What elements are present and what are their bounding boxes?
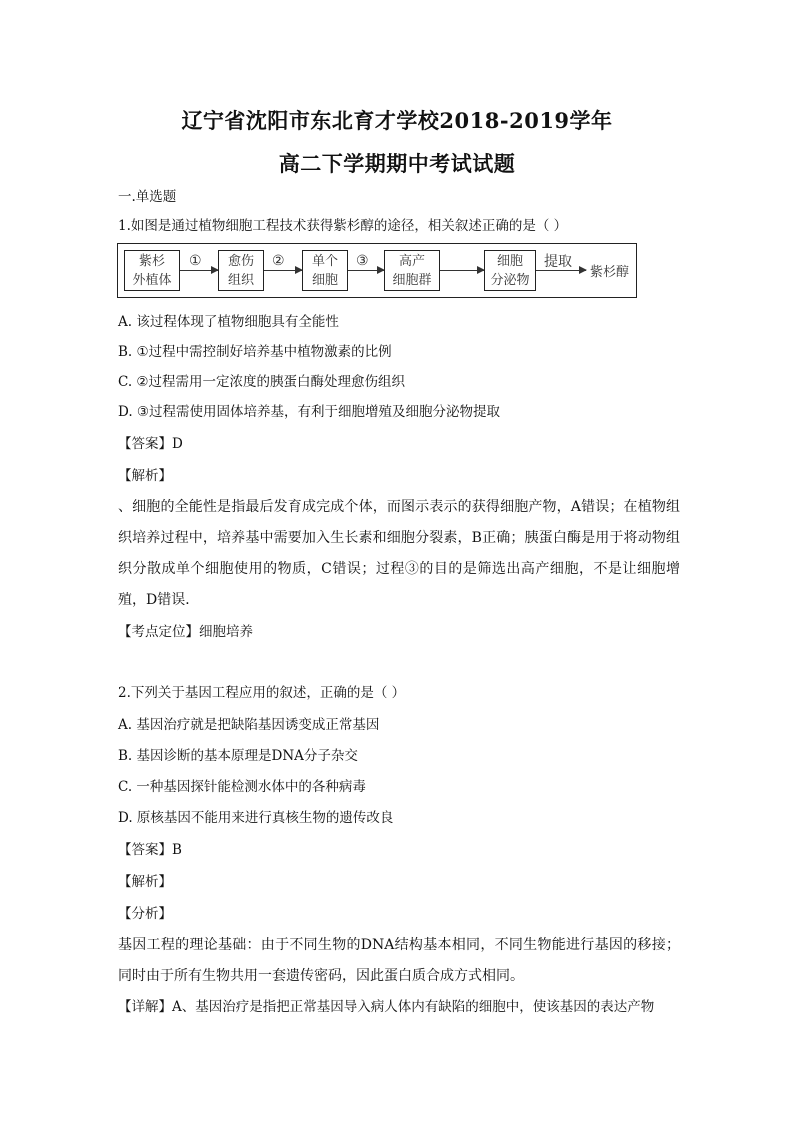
q2-option-d: D. 原核基因不能用来进行真核生物的遗传改良 xyxy=(118,810,394,826)
q2-answer: 【答案】B xyxy=(118,842,182,858)
flow-box-label: 高产 xyxy=(398,254,425,269)
q1-analysis-text: 、细胞的全能性是指最后发育成完成个体，而图示表示的获得细胞产物，A错误；在植物组织培养过程中，培养基中需要加入生长素和细胞分裂素，B正确；胰蛋白酶是用于将动物组织分散成单个细胞使用的物质，C错误；过程③的目的是筛选出高产细胞，不是让细胞增殖，D错误． xyxy=(118,499,680,608)
flow-step-1-label: ① xyxy=(189,253,202,269)
flow-arrow-icon xyxy=(440,270,484,271)
q1-analysis-label: 【解析】 xyxy=(118,468,172,484)
question-1-stem: 1.如图是通过植物细胞工程技术获得紫杉醇的途径，相关叙述正确的是（ ） xyxy=(118,218,568,234)
paclitaxel-flow-diagram xyxy=(117,243,637,298)
flow-box-secretion xyxy=(484,250,536,291)
q1-topic: 【考点定位】细胞培养 xyxy=(118,624,253,640)
flow-box-label: 紫杉 xyxy=(138,254,165,269)
flow-arrow-icon xyxy=(180,270,218,271)
flow-box-label: 愈伤 xyxy=(227,254,254,269)
document-title-line-2: 高二下学期期中考试试题 xyxy=(278,151,516,176)
flow-box-label: 组织 xyxy=(227,273,254,288)
flow-box-label: 细胞群 xyxy=(392,273,432,288)
flow-result-paclitaxel: 紫杉醇 xyxy=(590,265,630,280)
flow-arrow-icon xyxy=(536,270,586,271)
flow-box-single-cell xyxy=(302,250,348,291)
flow-extract-label: 提取 xyxy=(544,254,572,270)
flow-step-3-label: ③ xyxy=(356,253,369,269)
document-title-line-1: 辽宁省沈阳市东北育才学校2018-2019学年 xyxy=(181,108,613,133)
flow-box-label: 分泌物 xyxy=(490,273,530,288)
q2-option-b: B. 基因诊断的基本原理是DNA分子杂交 xyxy=(118,748,358,764)
flow-box-label: 细胞 xyxy=(311,273,338,288)
flow-box-label: 单个 xyxy=(311,254,338,269)
flow-box-label: 细胞 xyxy=(496,254,523,269)
q2-detail: 【详解】A、基因治疗是指把正常基因导入病人体内有缺陷的细胞中，使该基因的表达产物 xyxy=(118,999,655,1015)
q1-option-a: A. 该过程体现了植物细胞具有全能性 xyxy=(118,314,339,330)
q1-option-d: D. ③过程需使用固体培养基，有利于细胞增殖及细胞分泌物提取 xyxy=(118,404,501,420)
flow-box-explant xyxy=(124,250,180,291)
flow-box-high-yield-cells xyxy=(384,250,440,291)
question-2-stem: 2.下列关于基因工程应用的叙述，正确的是（ ） xyxy=(118,685,406,701)
flow-box-label: 外植体 xyxy=(132,273,172,288)
q2-analysis-label: 【解析】 xyxy=(118,874,172,890)
section-heading: 一.单选题 xyxy=(118,189,177,205)
q1-answer: 【答案】D xyxy=(118,436,183,452)
q2-option-c: C. 一种基因探针能检测水体中的各种病毒 xyxy=(118,779,366,795)
q2-analysis-sub-label: 【分析】 xyxy=(118,906,172,922)
flow-arrow-icon xyxy=(264,270,302,271)
q1-option-b: B. ①过程中需控制好培养基中植物激素的比例 xyxy=(118,344,392,360)
q2-analysis-text: 基因工程的理论基础：由于不同生物的DNA结构基本相同，不同生物能进行基因的移接；同时由于所有生物共用一套遗传密码，因此蛋白质合成方式相同。 xyxy=(118,937,680,984)
q2-option-a: A. 基因治疗就是把缺陷基因诱变成正常基因 xyxy=(118,717,380,733)
flow-step-2-label: ② xyxy=(272,253,285,269)
flow-box-callus xyxy=(218,250,264,291)
q1-option-c: C. ②过程需用一定浓度的胰蛋白酶处理愈伤组织 xyxy=(118,374,406,390)
flow-arrow-icon xyxy=(348,270,384,271)
